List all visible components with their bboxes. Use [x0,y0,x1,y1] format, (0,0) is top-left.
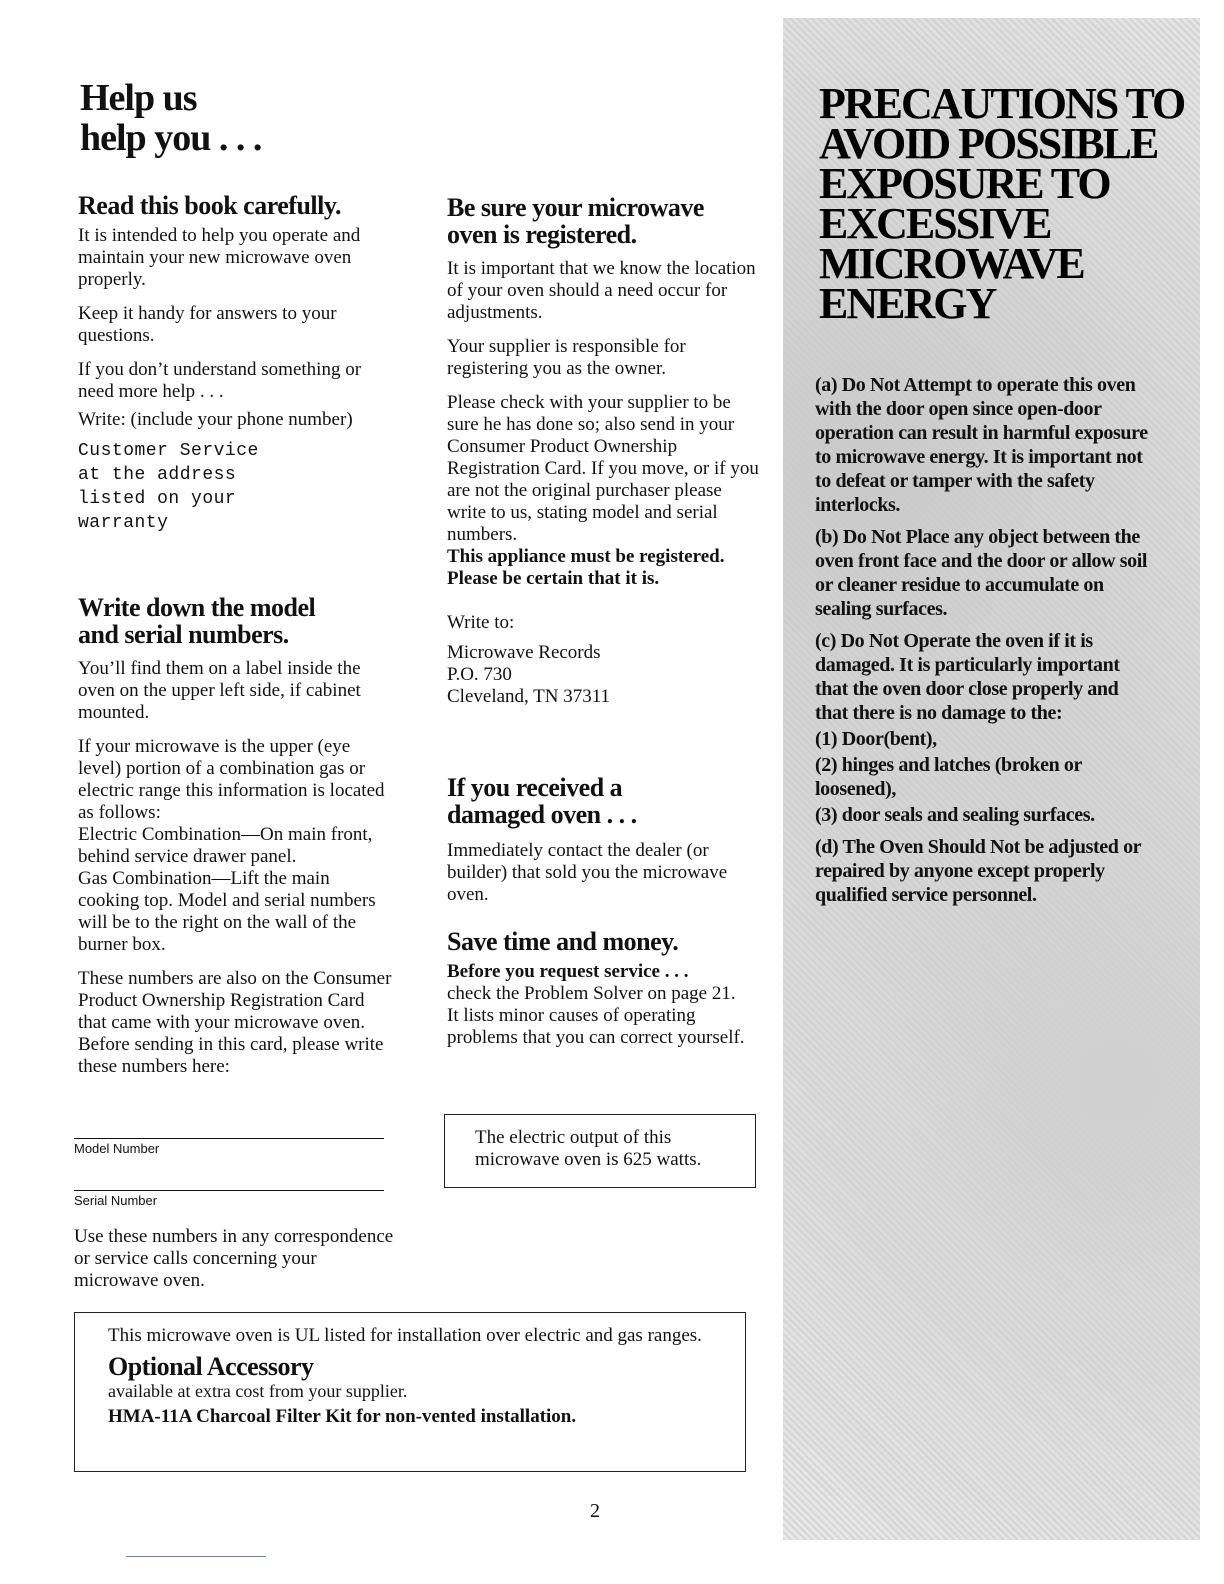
mail-address-2: P.O. 730 [447,664,512,685]
registered-section [447,194,765,720]
footer-rule [126,1556,266,1557]
ul-accessory-box [74,1312,746,1472]
registered-p2: Your supplier is responsible for registering you as the owner. [447,336,686,379]
precaution-item: (1) Door(bent), [815,728,937,750]
precaution-item: (c) Do Not Operate the oven if it is damaged. It is particularly important that the oven door close properly and that there is no damage to the: [815,630,1120,724]
precaution-item: (2) hinges and latches (broken or loosened), [815,754,1082,800]
precautions-sidebar [783,18,1200,1540]
use-numbers-note: Use these numbers in any correspondence or service calls concerning your microwave oven. [74,1226,394,1291]
write-to-label: Write to: [447,612,515,633]
registered-p3: Please check with your supplier to be sure he has done so; also send in your Consumer Product Ownership Registration Card. If you move, or if you are not the original purchaser please write to us, stating model and serial numbers. [447,392,759,545]
ul-listed-text: This microwave oven is UL listed for installation over electric and gas ranges. [108,1325,702,1346]
charcoal-filter-kit: HMA-11A Charcoal Filter Kit for non-vented installation. [108,1406,577,1427]
address-line: Customer Service [78,441,259,461]
address-line: warranty [78,513,169,533]
write-down-p3: These numbers are also on the Consumer Product Ownership Registration Card that came with your microwave oven. Before sending in this card, please write these numbers here: [78,968,392,1077]
write-down-p2b: Electric Combination—On main front, behind service drawer panel. [78,824,373,867]
write-down-section [78,594,394,1090]
read-book-p3: If you don’t understand something or need more help . . . [78,359,362,402]
serial-number-label: Serial Number [74,1193,158,1208]
write-down-p2: If your microwave is the upper (eye level) portion of a combination gas or electric range this information is located as follows: [78,736,385,823]
precautions-list [815,373,1155,915]
write-down-p2c: Gas Combination—Lift the main cooking top. Model and serial numbers will be to the right on the wall of the burner box. [78,868,376,955]
address-line: listed on your [78,489,237,509]
registered-must: This appliance must be registered. Please be certain that it is. [447,546,725,589]
model-number-field[interactable] [74,1138,384,1156]
damaged-heading: If you received a damaged oven . . . [447,773,637,829]
precaution-item: (d) The Oven Should Not be adjusted or repaired by anyone except properly qualified service personnel. [815,836,1141,906]
precaution-item: (a) Do Not Attempt to operate this oven with the door open since open-door operation can result in harmful exposure to microwave energy. It is important not to defeat or tamper with the safety interlocks. [815,374,1148,516]
read-book-p4: Write: (include your phone number) [78,409,353,430]
address-line: at the address [78,465,237,485]
save-time-lead: Before you request service . . . [447,961,689,982]
page-title: Help us help you . . . [80,77,262,159]
mail-address-3: Cleveland, TN 37311 [447,686,611,707]
model-number-label: Model Number [74,1141,160,1156]
read-book-heading: Read this book carefully. [78,191,341,220]
registered-heading: Be sure your microwave oven is registered. [447,193,704,249]
write-down-p1: You’ll find them on a label inside the oven on the upper left side, if cabinet mounted. [78,658,361,723]
read-book-section [78,192,398,535]
save-time-p1: check the Problem Solver on page 21. It lists minor causes of operating problems that you can correct yourself. [447,983,745,1048]
optional-accessory-heading: Optional Accessory [108,1352,314,1381]
output-text: The electric output of this microwave oven is 625 watts. [475,1127,702,1170]
damaged-p1: Immediately contact the dealer (or builder) that sold you the microwave oven. [447,840,728,905]
accessory-availability: available at extra cost from your supplier. [108,1381,408,1401]
mail-address-1: Microwave Records [447,642,601,663]
read-book-p1: It is intended to help you operate and maintain your new microwave oven properly. [78,225,361,290]
damaged-section [447,774,747,1061]
page-number: 2 [590,1500,600,1522]
write-down-heading: Write down the model and serial numbers. [78,593,316,649]
output-box [444,1114,756,1188]
precaution-item: (b) Do Not Place any object between the oven front face and the door or allow soil or cleaner residue to accumulate on sealing surfaces. [815,526,1148,620]
registered-p1: It is important that we know the location of your oven should a need occur for adjustments. [447,258,756,323]
serial-number-field[interactable] [74,1190,384,1208]
precautions-title: PRECAUTIONS TO AVOID POSSIBLE EXPOSURE TO EXCESSIVE MICROWAVE ENERGY [819,79,1185,328]
read-book-p2: Keep it handy for answers to your questions. [78,303,337,346]
precaution-item: (3) door seals and sealing surfaces. [815,804,1095,826]
save-time-heading: Save time and money. [447,927,679,956]
